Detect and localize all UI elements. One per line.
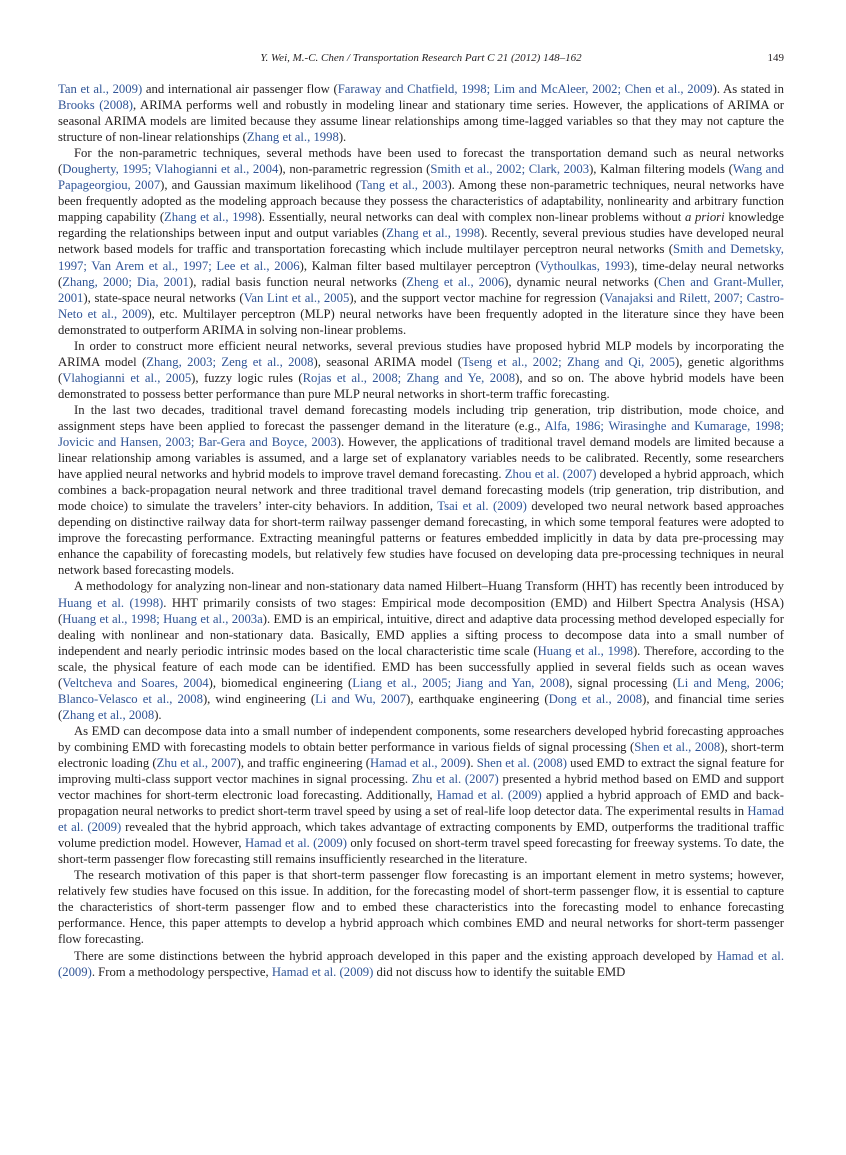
body-text: ), dynamic neural networks ( [504,274,659,289]
body-text: . From a methodology perspective, [91,964,272,979]
citation-link[interactable]: Hamad et al. (2009) [244,836,347,851]
article-body [58,81,784,980]
citation-link[interactable]: Zhu et al. (2007) [411,772,499,787]
body-text: ). Among these non-parametric techniques, neural networks have been frequently adopted as the modeling approach because they possess the characteristics of adaptability, nonlinearity and arbitrary function mapping capability ( [58,178,784,225]
citation-link[interactable]: Huang et al., 1998 [537,643,633,658]
body-text: ). EMD is an empirical, intuitive, direct and adaptive data processing method developed especially for dealing with nonlinear and non-stationary data. Basically, EMD applies a sifting process to decompose data into a small number of independent and nearly periodic intrinsic modes based on the local characteristic time scale ( [58,611,784,658]
citation-link[interactable]: Li and Meng, 2006; Blanco-Velasco et al., 2008 [58,675,784,706]
paragraph [58,723,784,867]
body-text: presented a hybrid method based on EMD and support vector machines for short-term electronic load forecasting. Additionally, [58,772,785,803]
body-text: ). Essentially, neural networks can deal with complex non-linear problems without [257,210,685,225]
citation-link[interactable]: Hamad et al., 2009 [369,755,467,770]
body-text: As EMD can decompose data into a small number of independent components, some researchers developed hybrid forecasting approaches by combining EMD with forecasting models to obtain better performance in various fields of signal processing ( [58,723,784,754]
body-text: A methodology for analyzing non-linear and non-stationary data named Hilbert–Huang Transform (HHT) has recently been introduced by [74,579,784,594]
citation-link[interactable]: Li and Wu, 2007 [315,691,407,706]
citation-link[interactable]: Vlahogianni et al., 2005 [62,370,192,385]
citation-link[interactable]: Huang et al. (1998) [58,595,164,610]
body-text: ), biomedical engineering ( [208,675,353,690]
body-text: ). However, the applications of traditional travel demand models are limited because a linear relationship among variables is assumed, and a large set of explanatory variables needs to be calibrated. Recently, some researchers have applied neural networks and hybrid models to improve travel demand forecasting. [58,435,784,482]
citation-link[interactable]: Wang and Papageorgiou, 2007 [58,162,784,193]
body-text: ), earthquake engineering ( [406,691,549,706]
citation-link[interactable]: Zhou et al. (2007) [504,467,597,482]
body-text: and international air passenger flow ( [142,82,338,96]
body-text: ). [154,707,162,722]
body-text: There are some distinctions between the hybrid approach developed in this paper and the existing approach developed by [74,948,717,963]
body-text: knowledge regarding the relationships between input and output variables ( [58,210,784,241]
body-text: ), Kalman filter based multilayer perceptron ( [299,258,540,273]
paragraph [58,338,784,402]
citation-link[interactable]: Hamad et al. (2009) [271,964,374,979]
citation-link[interactable]: Vanajaksi and Rilett, 2007; Castro-Neto et al., 2009 [58,290,784,321]
body-text: ), and the support vector machine for regression ( [349,290,604,305]
body-text: developed a hybrid approach, which combines a back-propagation neural network and three traditional travel demand forecasting models (trip generation, trip distribution, and mode choice) to simulate the travelers’ inter-city behaviors. In addition, [58,467,784,514]
body-text: applied a hybrid approach of EMD and back-propagation neural networks to predict short-term travel speed by using a set of real-life loop detector data. The experimental results in [58,788,784,819]
body-text: The research motivation of this paper is that short-term passenger flow forecasting is an important element in metro systems; however, relatively few studies have focused on this issue. In addition, for the forecasting model of short-term passenger flow, it is essential to capture the characteristics of short-term passenger flow and to embed these characteristics into the forecasting model to enhance forecasting performance. Hence, this paper attempts to develop a hybrid approach which combines EMD and neural networks for short-term passenger flow forecasting. [58,868,784,947]
citation-link[interactable]: Zhang, 2003; Zeng et al., 2008 [146,354,314,369]
paragraph [58,578,784,722]
citation-link[interactable]: Tan et al., 2009) [58,82,143,96]
body-text: ), signal processing ( [565,675,677,690]
citation-link[interactable]: Zhang et al., 2008 [62,707,155,722]
body-text: ). As stated in [712,82,784,96]
paragraph [58,948,784,980]
body-text: In order to construct more efficient neural networks, several previous studies have proposed hybrid MLP models by incorporating the ARIMA model ( [58,338,784,369]
body-text: ), Kalman filtering models ( [589,162,733,177]
citation-link[interactable]: Rojas et al., 2008; Zhang and Ye, 2008 [302,370,516,385]
citation-link[interactable]: Tseng et al., 2002; Zhang and Qi, 2005 [462,354,675,369]
citation-link[interactable]: Tang et al., 2003 [359,178,448,193]
citation-link[interactable]: Van Lint et al., 2005 [243,290,350,305]
body-text: ), and financial time series ( [58,691,785,722]
citation-link[interactable]: Smith et al., 2002; Clark, 2003 [430,162,590,177]
citation-link[interactable]: Veltcheva and Soares, 2004 [62,675,209,690]
paragraph [58,81,784,145]
citation-link[interactable]: Chen and Grant-Muller, 2001 [58,274,784,305]
citation-link[interactable]: Vythoulkas, 1993 [539,258,630,273]
italic-text: a priori [684,210,725,225]
body-text: developed two neural network based approaches depending on distinctive railway data for short-term railway passenger demand forecasting, in which some temporal features were adopted to improve the forecasting performance. Extracting meaningful patterns or features embedded implicitly in data by data pre-processing may enhance the capability of forecasting models, but relatively few studies have focused on developing data pre-processing techniques in neural network based forecasting models. [58,499,784,578]
paragraph [58,145,784,338]
citation-link[interactable]: Zhang et al., 1998 [164,210,258,225]
citation-link[interactable]: Tsai et al. (2009) [437,499,527,514]
citation-link[interactable]: Zhang et al., 1998 [386,226,481,241]
citation-link[interactable]: Shen et al. (2008) [476,755,567,770]
citation-link[interactable]: Alfa, 1986; Wirasinghe and Kumarage, 1998; Jovicic and Hansen, 2003; Bar-Gera and Boyce, 2003 [58,418,784,450]
body-text: ), wind engineering ( [202,691,316,706]
citation-link[interactable]: Dougherty, 1995; Vlahogianni et al., 2004 [62,162,279,177]
citation-link[interactable]: Faraway and Chatfield, 1998; Lim and McAleer, 2002; Chen et al., 2009 [337,82,713,96]
body-text: ), and so on. The above hybrid models have been demonstrated to possess better performance than pure MLP neural networks in short-term traffic forecasting. [58,370,784,401]
body-text: ), time-delay neural networks ( [58,258,784,289]
body-text: ), fuzzy logic rules ( [191,370,303,385]
paragraph [58,867,784,947]
body-text: did not discuss how to identify the suitable EMD [373,964,626,979]
paragraph [58,402,784,579]
citation-link[interactable]: Shen et al., 2008 [634,739,721,754]
body-text: only focused on short-term travel speed forecasting for freeway systems. To date, the short-term passenger flow forecasting still remains insufficiently researched in the literature. [58,836,784,867]
body-text: ), seasonal ARIMA model ( [313,354,463,369]
citation-link[interactable]: Zhang, 2000; Dia, 2001 [62,274,190,289]
citation-link[interactable]: Zheng et al., 2006 [406,274,505,289]
body-text: ), etc. Multilayer perceptron (MLP) neural networks have been frequently adopted in the literature since they have been demonstrated to outperform ARIMA in solving non-linear problems. [58,306,785,337]
journal-citation: Y. Wei, M.-C. Chen / Transportation Research Part C 21 (2012) 148–162 [260,52,582,64]
body-text: ), non-parametric regression ( [278,162,431,177]
body-text: ), genetic algorithms ( [58,354,784,385]
citation-link[interactable]: Smith and Demetsky, 1997; Van Arem et al., 1997; Lee et al., 2006 [58,242,784,273]
citation-link[interactable]: Brooks (2008) [58,98,134,113]
body-text: used EMD to extract the signal feature for improving multi-class support vector machines in signal processing. [58,755,784,787]
citation-link[interactable]: Zhu et al., 2007 [156,755,237,770]
running-header [58,52,784,68]
body-text: ), radial basis function neural networks ( [189,274,407,289]
page-number: 149 [767,52,784,64]
body-text: ), short-term electronic loading ( [58,739,784,770]
body-text: ). [338,130,347,145]
body-text: ). Therefore, according to the scale, the physical feature of each mode can be identified. EMD has been successfully applied in several fields such as ocean waves ( [58,643,785,690]
body-text: ). [466,755,477,770]
citation-link[interactable]: Hamad et al. (2009) [58,948,784,979]
citation-link[interactable]: Dong et al., 2008 [548,691,643,706]
body-text: . HHT primarily consists of two stages: Empirical mode decomposition (EMD) and Hilbert Spectra Analysis (HSA) ( [58,595,784,626]
body-text: ), and Gaussian maximum likelihood ( [160,178,360,193]
body-text: revealed that the hybrid approach, which takes advantage of extracting components by EMD, outperforms the traditional traffic volume prediction model. However, [58,820,784,851]
body-text: ). Recently, several previous studies have developed neural network based models for traffic and transportation forecasting which include multilayer perceptron neural networks ( [58,226,784,257]
citation-link[interactable]: Huang et al., 1998; Huang et al., 2003a [62,611,263,626]
body-text: In the last two decades, traditional travel demand forecasting models including trip generation, trip distribution, mode choice, and assignment steps have been applied to forecast the passenger demand in the literature (e.g., [58,402,784,433]
body-text: ), state-space neural networks ( [83,290,244,305]
citation-link[interactable]: Hamad et al. (2009) [436,788,542,803]
citation-link[interactable]: Hamad et al. (2009) [58,804,784,835]
citation-link[interactable]: Zhang et al., 1998 [246,130,339,145]
body-text: , ARIMA performs well and robustly in modeling linear and stationary time series. However, the applications of ARIMA or seasonal ARIMA models are limited because they assume linear relationships among time-lagged variables so that they may not capture the structure of non-linear relationships ( [58,98,785,145]
citation-link[interactable]: Liang et al., 2005; Jiang and Yan, 2008 [352,675,566,690]
body-text: ), and traffic engineering ( [236,755,370,770]
body-text: For the non-parametric techniques, several methods have been used to forecast the transportation demand such as neural networks ( [58,146,784,177]
